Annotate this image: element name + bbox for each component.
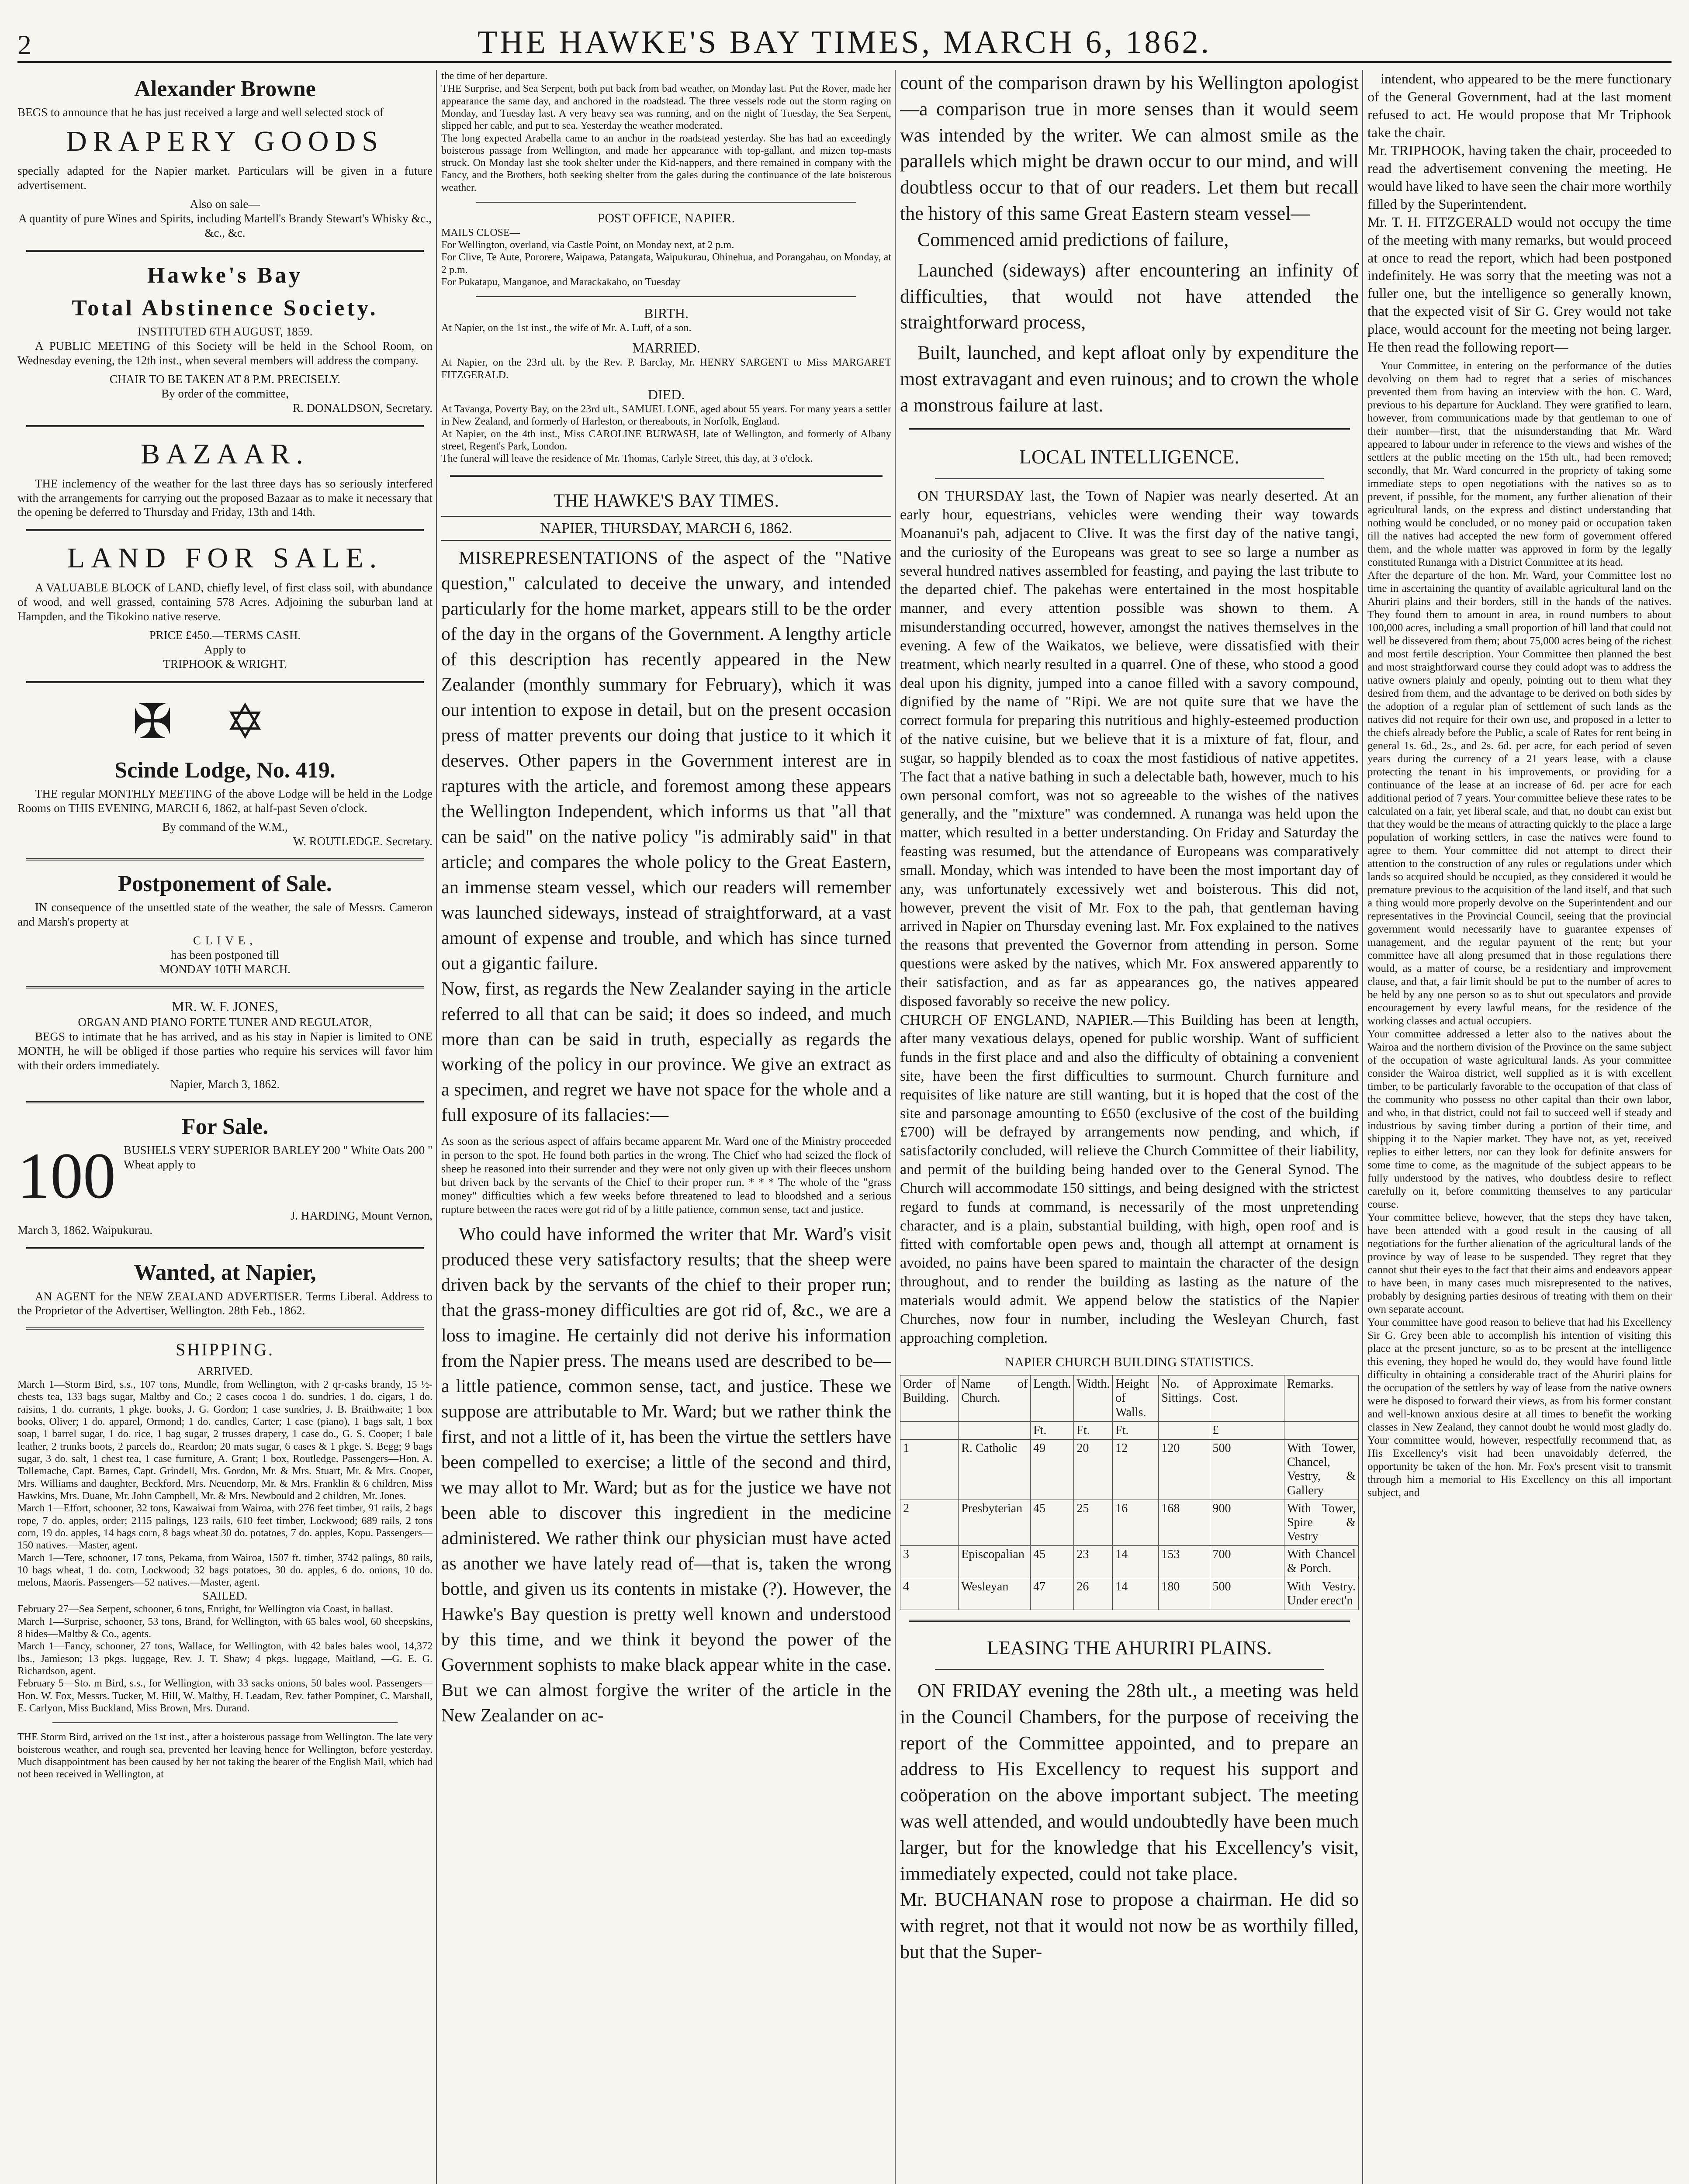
- land-heading: LAND FOR SALE.: [67, 542, 383, 574]
- storm-bird-text: THE Storm Bird, arrived on the 1st inst., after a boisterous passage from Wellington. The late very boisterous weather, and rough sea, prevented her leaving hence for Wellington, before yesterday. Much disappointment has been caused by her not taking the bearer of the English Mail, which had not been received in Wellington, at: [17, 1731, 433, 1780]
- column-1: [17, 70, 433, 2184]
- table-header-row: [900, 1375, 1359, 1422]
- table-cell: 120: [1159, 1439, 1210, 1500]
- table-cell: 25: [1074, 1500, 1113, 1546]
- table-cell: With Tower, Spire & Vestry: [1284, 1500, 1358, 1546]
- table-title: NAPIER CHURCH BUILDING STATISTICS.: [1005, 1355, 1254, 1370]
- postpone-text: IN consequence of the unsettled state of the weather, the sale of Messrs. Cameron and Marsh's property at: [17, 901, 433, 929]
- table-cell: Presbyterian: [959, 1500, 1031, 1546]
- table-unit: [959, 1421, 1031, 1439]
- shipping-heading: SHIPPING.: [175, 1340, 275, 1360]
- signature-donaldson: R. DONALDSON, Secretary.: [293, 401, 433, 415]
- table-row: [900, 1500, 1359, 1546]
- married-text: At Napier, on the 23rd ult. by the Rev. P. Barclay, Mr. HENRY SARGENT to Miss MARGARET FITZGERALD.: [441, 356, 891, 381]
- land-text: A VALUABLE BLOCK of LAND, chiefly level, of first class soil, with abundance of wood, and well grassed, containing 578 Acres. Adjoining the suburban land at Hampden, and the Tikokino native reserve.: [17, 581, 433, 623]
- harding-date: March 3, 1862. Waipukurau.: [17, 1223, 153, 1237]
- order-line: By order of the committee,: [161, 387, 289, 401]
- editorial-continued: count of the comparison drawn by his Wellington apologist—a comparison true in more senses than it would seem was intended by the writer. We can almost smile as the parallels which might be drawn occur to our mind, and will doubtless occur to that of our readers. Let them but recall the history of this same Great Eastern steam vessel—: [900, 72, 1359, 225]
- table-unit: [1284, 1421, 1358, 1439]
- browne-text-2: specially adapted for the Napier market. Particulars will be given in a future advertisement.: [17, 164, 433, 192]
- table-cell: 153: [1159, 1546, 1210, 1578]
- sailed-heading: SAILED.: [202, 1589, 248, 1603]
- arrived-text: March 1—Storm Bird, s.s., 107 tons, Mundle, from Wellington, with 2 qr-casks brandy, 15 ½-chests tea, 133 bags sugar, Maltby and Co.; 2 cases cocoa 1 do. sundries, 1 do. cigars, 1 do. raisins, 1 do. currants, 1 pkge. books, J. G. Gordon; 1 case sundries, J. B. Braithwaite; 1 box books, Oliver; 1 do. apparel, Ormond; 1 do. candles, Carter; 1 case (piano), 1 bags salt, 1 box soap, 1 barrel sugar, 1 do. rice, 1 bag sugar, 2 trusses drapery, 1 case do., G. S. Cooper; 1 bale leather, 2 trunks boots, 2 parcels do., Reardon; 20 mats sugar, 6 cases & 1 pkge. S. Begg; 9 bags sugar, 3 do. salt, 1 chest tea, 1 case furniture, A. Grant; 1 box, Routledge. Passengers—Hon. A. Tollemache, Capt. Barnes, Capt. Grindell, Mrs. Gordon, Mr. & Mrs. Stuart, Mr. & Mrs. Cooper, Mrs. Williams and daughter, Beckford, Mrs. Neuendorp, Mr. & Mrs. Franklin & 6 children, Miss Hawkins, Mrs. Duane, Mr. John Campbell, Mr. & Mrs. Newbould and 2 children, Mr. Jones. March 1—Effort, schooner, 32 tons, Kawaiwai from Wairoa, with 276 feet timber, 91 rails, 2 bags rope, 7 do. apples, order; 2115 palings, 123 rails, 610 feet timber, Lockwood; 689 rails, 2 tons corn, 19 do. apples, 14 bags corn, 8 bags wheat 30 do. potatoes, 7 do. apples, Kopu. Passengers—150 natives.—Master, agent. March 1—Tere, schooner, 17 tons, Pekama, from Wairoa, 1507 ft. timber, 3742 palings, 80 rails, 10 bags wheat, 1 do. corn, Lockwood; 32 bags potatoes, 30 do. apples, 6 do. onions, 10 do. melons, Maoris. Passengers—52 natives.—Master, agent.: [17, 1379, 433, 1589]
- married-heading: MARRIED.: [632, 339, 700, 356]
- forsale-heading: For Sale.: [181, 1114, 269, 1139]
- divider: [26, 529, 424, 531]
- table-unit: Ft.: [1074, 1421, 1113, 1439]
- table-cell: 14: [1113, 1546, 1159, 1578]
- table-cell: 3: [900, 1546, 959, 1578]
- divider: [52, 1722, 398, 1723]
- departure-text: the time of her departure.: [441, 70, 548, 82]
- committee-report-text: Your Committee, in entering on the performance of the duties devolving on them had to regret that a series of mischances prevented them from having an interview with the hon. C. Ward, previous to his departure for Auckland. They were gratified to learn, however, from communications made by that gentleman to one of their number—first, that the misunderstanding that Mr. Ward appeared to labour under in reference to the views and wishes of the settlers at the public meeting on the 15th ult., had been removed; secondly, that Mr. Ward concurred in the propriety of taking some immediate steps to open negotiations with the natives so as to prevent, if possible, for the moment, any further alienation of their agricultural lands, on the express and distinct understanding that nothing would be concluded, or no money paid or occupation taken till the natives had accepted the new form of government offered them, and the whole matter was approved in form by the legally constituted Runanga with a District Committee at its head. After the departure of the hon. Mr. Ward, your Committee lost no time in ascertaining the quantity of available agricultural land on the Ahuriri plains and their borders, still in the hands of the natives. They found them to amount in area, in round numbers to about 100,000 acres, including a small proportion of hill land that could not well be dissevered from them; about 75,000 acres being of the richest and most fertile description. Your Committee then planned the best and most straightforward course they could adopt was to address the native owners plainly and openly, pointing out to them what they desired from them, and the advantage to be derived on both sides by the adoption of a regular plan of settlement of such lands as the natives did not require for their own use, and proposed in a letter to the chiefs already before the Public, a scale of Rates for rent being in general 1s. 6d., 2s., and 2s. 6d. per acre, for each period of seven years during the currency of a 21 years lease, with a clause protecting the tenant in his improvements, or providing for a continuance of the lease at an increase of 6d. per acre for each additional period of 7 years. Your committee believe these rates to be calculated on a fair, yet liberal scale, and that, no doubt can exist but that they would be the means of attracting quickly to the place a large population of working settlers, in case the natives were found to agree to them. Your committee did not attempt to direct their attention to the construction of any rules or regulations under which lands so acquired should be occupied, as they considered it would be premature previous to the acquisition of the land itself, and that such a thing would more properly devolve on the Superintendent and our representatives in the Provincial Council, seeing that the provincial government would necessarily have to guarantee expenses of management, and the regular payment of the rent; but your committee have all along presumed that in those regulations there would, as a matter of course, be a residentiary and improvement clause, and that, a fair limit should be put to the number of acres to be held by any one person so as to shut out speculators and provide encouragement by every lawful means, for the residence of the working classes and actual occupiers. Your committee addressed a letter also to the natives about the Wairoa and the northern division of the Province on the same subject of the occupation of waste agricultural lands. As your committee consider the Wairoa district, well supplied as it is with excellent timber, to be particularly favorable to the occupation of that class of the community who possess no other capital than their own labor, and who, in that district, could not fail to succeed well if steady and industrious by saving timber during a portion of their time, and shipping it to the Napier market. They have not, as yet, received replies to either letters, nor can they look for definite answers for some time to come, as the magnitude of the subject appears to be fully understood by the natives, who doubtless desire to reflect carefully on it, before committing themselves to any particular course. Your committee believe, however, that the steps they have taken, have been attended with a good result in the causing of all negotiations for the further alienation of the agricultural lands of the province by way of lease to be suspended. They regret that they cannot shut their eyes to the fact that their aims and endeavors appear to have been, in many cases much misrepresented to the natives, probably by designing parties desirous of treating with them on their own separate account. Your committee have good reason to believe that had his Excellency Sir G. Grey been able to accomplish his intention of visiting this place at the present juncture, so as to be present at the intelligence this evening, they hoped he would do, they would have found little difficulty in obtaining a considerable tract of the Ahuriri plains for the occupation of the settlers by way of lease from the native owners were he disposed to forward their views, as from his former constant and well-known anxious desire at all times to benefit the working classes in New Zealand, they cannot doubt he would most gladly do. Your committee would, however, respectfully recommend that, as His Excellency's visit had been unavoidably deferred, the opportunity be taken of the hon. Mr. Fox's present visit to transmit through him a memorial to His Excellency on this all important subject, and: [1367, 360, 1672, 1499]
- divider: [26, 858, 424, 860]
- jones-heading: MR. W. F. JONES,: [172, 999, 278, 1015]
- table-unit: [900, 1421, 959, 1439]
- column-4: [1367, 70, 1672, 2184]
- table-header: Order of Building.: [900, 1375, 959, 1422]
- divider: [26, 1327, 424, 1330]
- divider: [935, 478, 1324, 479]
- browne-heading: Alexander Browne: [134, 76, 316, 101]
- table-cell: 47: [1031, 1578, 1074, 1610]
- paper-dateline: NAPIER, THURSDAY, MARCH 6, 1862.: [441, 516, 891, 541]
- table-header: No. of Sittings.: [1159, 1375, 1210, 1422]
- table-cell: With Tower, Chancel, Vestry, & Gallery: [1284, 1439, 1358, 1500]
- column-rule: [895, 70, 896, 2184]
- columns: [17, 70, 1672, 2184]
- table-cell: 700: [1210, 1546, 1284, 1578]
- newspaper-title: THE HAWKE'S BAY TIMES, MARCH 6, 1862.: [477, 24, 1212, 60]
- wines-text: A quantity of pure Wines and Spirits, including Martell's Brandy Stewart's Whisky &c., &c., &c.: [18, 211, 432, 239]
- postpone-till: has been postponed till: [170, 948, 280, 962]
- land-price: PRICE £450.—TERMS CASH.: [149, 628, 301, 642]
- table-header: Name of Church.: [959, 1375, 1031, 1422]
- local-text: ON THURSDAY last, the Town of Napier was nearly deserted. At an early hour, equestrians, vehicles were wending their way towards Moananui's pah, adjacent to Clive. It was the first day of the native tangi, and the curiosity of the Europeans was great to see so large a number as several hundred natives assembled for feasting, and paying the last tribute to the departed chief. The pakehas were entertained in the most hospitable manner, and every attention possible was shown to them. A misunderstanding occurred, however, amongst the natives themselves in the evening. A few of the Waikatos, we believe, were dissatisfied with their treatment, which nearly resulted in a quarrel. One of these, who stood a good deal upon his dignity, jumped into a canoe filled with a savory compound, dignified by the name of "Ripi. We are not quite sure that we have the correct formula for preparing this nutritious and highly-esteemed production of the native cuisine, but we believe that it is a mixture of fat, flour, and sugar, so happily blended as to coax the most fastidious of native appetites. The fact that a native bathing in such a delectable bath, however, much to his own personal comfort, was not so agreeable to the wishes of the natives generally, and the "mixture" was condemned. A runanga was held upon the matter, which resulted in a better understanding. On Friday and Saturday the feasting was resumed, but the attendance of Europeans was comparatively small. Monday, which was intended to have been the most important day of any, was unfortunately excessively wet and boisterous. This did not, however, prevent the visit of Mr. Fox to the pah, that gentleman having arrived in Napier on Thursday evening last. Mr. Fox explained to the natives the reasons that prevented the Governor from attending in person. Some questions were asked by the natives, which Mr. Fox answered apparently to their satisfaction, and as far as appearances go, the natives appeared disposed favorably so receive the new policy. CHURCH OF ENGLAND, NAPIER.—This Building has been at length, after many vexatious delays, opened for public worship. Want of sufficient funds in the first place and and also the difficulty of obtaining a convenient site, have been the first difficulties to surmount. Church furniture and requisites of like nature are still wanting, but it is hoped that the cost of the site and parsonage amounting to £650 (exclusive of the cost of the building £700) will be defrayed by arrangements now pending, and which, if satisfactorily concluded, will relieve the Church Committee of their liability, and permit of the building being handed over to the General Synod. The Church will accommodate 150 sittings, and being designed with the strictest regard to funds at command, is necessarily of the most unpretending character, and is a plain, substantial building, with high, open roof and is fitted with comfortable open pews and, though all attempt at ornament is avoided, no pains have been spared to maintain the character of the design throughout, and to render the building as lasting as the nature of the materials would admit. We append below the statistics of the Napier Churches, now four in number, including the Wesleyan Church, fast approaching completion.: [900, 488, 1359, 1346]
- post-office-text: MAILS CLOSE— For Wellington, overland, via Castle Point, on Monday next, at 2 p.m. For Clive, Te Aute, Pororere, Waipawa, Patangata, Waipukurau, Ohinehua, and Porangahau, on Monday, at 2 p.m. For Pukatapu, Manganoe, and Marackakaho, on Tuesday: [441, 227, 891, 288]
- table-header: Height of Walls.: [1113, 1375, 1159, 1422]
- bazaar-heading: BAZAAR.: [141, 438, 309, 470]
- forsale-block: [17, 1143, 433, 1209]
- table-cell: 1: [900, 1439, 959, 1500]
- table-header: Width.: [1074, 1375, 1113, 1422]
- society-heading-1: Hawke's Bay: [147, 263, 303, 288]
- table-cell: 26: [1074, 1578, 1113, 1610]
- died-heading: DIED.: [647, 387, 685, 403]
- wanted-heading: Wanted, at Napier,: [134, 1260, 316, 1286]
- table-cell: Episcopalian: [959, 1546, 1031, 1578]
- masonic-emblem-icon: ✠✡: [132, 695, 318, 749]
- table-cell: 2: [900, 1500, 959, 1546]
- table-cell: 500: [1210, 1439, 1284, 1500]
- divider: [476, 296, 856, 297]
- bazaar-text: THE inclemency of the weather for the last three days has so seriously interfered with the arrangements for carrying out the proposed Bazaar as to make it necessary that the opening be deferred to Thursday and Friday, 13th and 14th.: [17, 477, 433, 519]
- table-cell: 20: [1074, 1439, 1113, 1500]
- table-cell: 49: [1031, 1439, 1074, 1500]
- society-heading-2: Total Abstinence Society.: [72, 296, 378, 321]
- table-cell: With Chancel & Porch.: [1284, 1546, 1358, 1578]
- instituted-line: INSTITUTED 6TH AUGUST, 1859.: [137, 325, 313, 339]
- drapery-heading: DRAPERY GOODS: [66, 125, 384, 158]
- harding-line: J. HARDING, Mount Vernon,: [290, 1209, 433, 1223]
- ahuriri-text: ON FRIDAY evening the 28th ult., a meeting was held in the Council Chambers, for the purpose of receiving the report of the Committee appointed, and to prepare an address to His Excellency to request his support and coöperation on the above important subject. The meeting was well attended, and would undoubtedly have been much larger, but for the knowledge that his Excellency's visit, immediately expected, could not take place. Mr. BUCHANAN rose to propose a chairman. He did so with regret, not that it would not now be as worthily filled, but that the Super-: [900, 1679, 1359, 1963]
- column-rule: [1362, 70, 1363, 2184]
- divider: [476, 202, 856, 203]
- table-cell: 180: [1159, 1578, 1210, 1610]
- table-row: [900, 1578, 1359, 1610]
- table-cell: 23: [1074, 1546, 1113, 1578]
- wanted-text: AN AGENT for the NEW ZEALAND ADVERTISER. Terms Liberal. Address to the Proprietor of the Advertiser, Wellington. 28th Feb., 1862.: [17, 1289, 433, 1317]
- masthead: [17, 9, 1672, 63]
- page-number: 2: [17, 29, 31, 60]
- jones-subheading: ORGAN AND PIANO FORTE TUNER AND REGULATOR,: [78, 1016, 372, 1029]
- birth-heading: BIRTH.: [644, 305, 689, 321]
- lodge-command: By command of the W.M.,: [162, 820, 288, 834]
- table-units-row: [900, 1421, 1359, 1439]
- divider: [26, 681, 424, 683]
- table-cell: 168: [1159, 1500, 1210, 1546]
- table-cell: 900: [1210, 1500, 1284, 1546]
- divider: [935, 1669, 1324, 1670]
- table-cell: 12: [1113, 1439, 1159, 1500]
- divider: [26, 425, 424, 427]
- table-unit: Ft.: [1113, 1421, 1159, 1439]
- divider: [909, 1620, 1350, 1622]
- apply-line: Apply to: [204, 643, 246, 656]
- divider: [26, 986, 424, 988]
- editorial-text-2: Who could have informed the writer that Mr. Ward's visit produced these very satisfactory results; that the sheep were driven back by the servants of the chief to their proper run; that the grass-money difficulties are got rid of, &c., we are a loss to imagine. He certainly did not derive his information from the Napier press. The means used are described to be—a little patience, common sense, tact, and justice. These we suppose are attributable to Mr. Ward; but we rather think the first, and not a little of it, has been the virtue the settlers have been compelled to exercise; a little of the second and third, we may allot to Mr. Ward; but as for the justice we have not been able to discover this ingredient in the medicine administered. We rather think our physician must have acted as another we have lately read of—that is, taken the wrong bottle, and given us its contents in mistake (?). However, the Hawke's Bay question is pretty well known and understood by this time, and we think it beyond the power of the Government sophists to make black appear white in the case. But we can almost forgive the writer of the article in the New Zealander on ac-: [441, 1224, 891, 1726]
- column-3: [900, 70, 1359, 2184]
- table-header: Length.: [1031, 1375, 1074, 1422]
- column-rule: [436, 70, 437, 2184]
- sailed-text: February 27—Sea Serpent, schooner, 6 tons, Enright, for Wellington via Coast, in ballast. March 1—Surprise, schooner, 53 tons, Brand, for Wellington, with 65 bales wool, 60 sheepskins, 8 hides—Maltby & Co., agents. March 1—Fancy, schooner, 27 tons, Wallace, for Wellington, with 42 bales bales wool, 14,372 lbs., Jamieson; 13 pkgs. luggage, Rev. J. T. Shaw; 4 pkgs. luggage, Maitland, —G. E. G. Richardson, agent. February 5—Sto. m Bird, s.s., for Wellington, with 33 sacks onions, 50 bales wool. Passengers—Hon. W. Fox, Messrs. Tucker, M. Hill, W. Maltby, H. Leadam, Rev. father Pompinet, C. Marshall, E. Carlyon, Miss Buckland, Miss Brown, Mrs. Durand.: [17, 1603, 433, 1714]
- big-100: 100: [17, 1143, 116, 1209]
- browne-text: BEGS to announce that he has just received a large and well selected stock of: [17, 106, 384, 119]
- also-on-sale: Also on sale—: [190, 197, 260, 211]
- editorial-text: MISREPRESENTATIONS of the aspect of the "Native question," calculated to deceive the unwary, and intended particularly for the home market, appears still to be the order of the day in the organs of the Government. A lengthy article of this description has recently appeared in the New Zealander (monthly summary for February), which it was our intention to expose in detail, but on the present occasion press of matter prevents our doing that justice to it which it deserves. Other papers in the Government interest are in raptures with the article, and foremost among these appears the Wellington Independent, which informs us that "all that can be said" on the native policy "is admirably said" in that article; and compares the whole policy to the Great Eastern, an immense steam vessel, which our readers will remember was launched sideways, instead of straightforward, at a vast amount of expense and trouble, and which has since turned out a gigantic failure. Now, first, as regards the New Zealander saying in the article referred to all that can be said; it does so indeed, and much more than can be said in truth, especially as regards the working of the policy in our province. We give an extract as a specimen, and regret we have not space for the whole and a full exposure of its fallacies:—: [441, 548, 891, 1126]
- table-header: Remarks.: [1284, 1375, 1358, 1422]
- weather-text: THE Surprise, and Sea Serpent, both put back from bad weather, on Monday last. Put the Rover, made her appearance the same day, and anchored in the roadstead. The three vessels rode out the storm raging on Monday, and Tuesday last. A very heavy sea was running, and on the night of Tuesday, the Sea Serpent, slipped her cable, and put to sea. Yesterday the weather moderated. The long expected Arabella came to an anchor in the roadstead yesterday. She has had an exceedingly boisterous passage from Wellington, and made her appearance with top-gallant, and mizen top-masts struck. On Monday last she took shelter under the Kid-nappers, and there remained in company with the Fancy, and the Brothers, both seeking shelter from the gales during the continuance of the late boisterous weather.: [441, 83, 891, 194]
- birth-text: At Napier, on the 1st inst., the wife of Mr. A. Luff, of a son.: [441, 322, 692, 334]
- clive-line: CLIVE,: [193, 934, 257, 947]
- table-cell: 16: [1113, 1500, 1159, 1546]
- table-cell: 500: [1210, 1578, 1284, 1610]
- verse-2: Launched (sideways) after encountering an infinity of difficulties, that would not have attended the straightforward process,: [900, 259, 1359, 333]
- divider: [909, 428, 1350, 430]
- triphook-line: TRIPHOOK & WRIGHT.: [163, 657, 287, 670]
- jones-text: BEGS to intimate that he has arrived, and as his stay in Napier is limited to ONE MONTH, he will be obliged if those parties who require his services will favor him with their orders immediately.: [17, 1030, 433, 1072]
- table-unit: [1159, 1421, 1210, 1439]
- verse-3: Built, launched, and kept afloat only by expenditure the most extravagant and even ruinous; and to crown the whole a monstrous failure at last.: [900, 342, 1359, 416]
- lodge-text: THE regular MONTHLY MEETING of the above Lodge will be held in the Lodge Rooms on THIS EVENING, MARCH 6, 1862, at half-past Seven o'clock.: [17, 787, 433, 815]
- table-row: [900, 1439, 1359, 1500]
- local-heading: LOCAL INTELLIGENCE.: [1019, 445, 1240, 468]
- signature-routledge: W. ROUTLEDGE. Secretary.: [293, 834, 433, 848]
- post-office-heading: POST OFFICE, NAPIER.: [597, 211, 735, 226]
- verse-1: Commenced amid predictions of failure,: [917, 228, 1229, 250]
- table-cell: R. Catholic: [959, 1439, 1031, 1500]
- table-row: [900, 1546, 1359, 1578]
- paper-heading: THE HAWKE'S BAY TIMES.: [554, 491, 779, 511]
- forsale-text: BUSHELS VERY SUPERIOR BARLEY 200 " White Oats 200 " Wheat apply to: [124, 1144, 433, 1171]
- society-text: A PUBLIC MEETING of this Society will be held in the School Room, on Wednesday evening, the 12th inst., when several members will address the company.: [17, 339, 433, 367]
- lodge-heading: Scinde Lodge, No. 419.: [114, 757, 336, 783]
- table-cell: Wesleyan: [959, 1578, 1031, 1610]
- table-unit: Ft.: [1031, 1421, 1074, 1439]
- table-unit: £: [1210, 1421, 1284, 1439]
- table-cell: 45: [1031, 1500, 1074, 1546]
- divider: [26, 1101, 424, 1103]
- died-text: At Tavanga, Poverty Bay, on the 23rd ult., SAMUEL LONE, aged about 55 years. For many years a settler in New Zealand, and formerly of Harleston, or thereabouts, in Norfolk, England. At Napier, on the 4th inst., Miss CAROLINE BURWASH, late of Wellington, and formerly of Albany street, Regent's Park, London. The funeral will leave the residence of Mr. Thomas, Carlyle Street, this day, at 3 o'clock.: [441, 404, 891, 465]
- meeting-text: intendent, who appeared to be the mere functionary of the General Government, had at the last moment refused to act. He would propose that Mr Triphook take the chair. Mr. TRIPHOOK, having taken the chair, proceeded to read the advertisement convening the meeting. He would have liked to have seen the chair more worthily filled by the Superintendent. Mr. T. H. FITZGERALD would not occupy the time of the meeting with many remarks, but would proceed at once to read the report, which had been postponed indefinitely. He was sorry that the meeting was not a fuller one, but the intelligence so generally known, that the expected visit of Sir G. Grey would not take place, would account for the meeting not being larger. He then read the following report—: [1367, 71, 1672, 355]
- divider: [26, 250, 424, 252]
- column-2: [441, 70, 891, 2184]
- table-header: Approximate Cost.: [1210, 1375, 1284, 1422]
- postpone-heading: Postponement of Sale.: [118, 871, 332, 896]
- ahuriri-heading: LEASING THE AHURIRI PLAINS.: [987, 1637, 1272, 1659]
- extract-text: As soon as the serious aspect of affairs became apparent Mr. Ward one of the Ministry proceeded in person to the spot. He found both parties in the wrong. The Chief who had seized the flock of sheep he reasoned into their surrender and they were not only given up with their fleeces unshorn but driven back by the servants of the Chief to their proper run. * * * The whole of the "grass money" difficulties which a few weeks before threatened to lead to bloodshed and a serious rupture between the races were got rid of by a little patience, common sense, tact and justice.: [441, 1135, 891, 1216]
- chair-line: CHAIR TO BE TAKEN AT 8 P.M. PRECISELY.: [109, 373, 341, 386]
- monday-line: MONDAY 10TH MARCH.: [159, 963, 291, 976]
- divider: [26, 1247, 424, 1249]
- table-cell: With Vestry. Under erect'n: [1284, 1578, 1358, 1610]
- church-statistics-table: [900, 1375, 1359, 1610]
- arrived-heading: ARRIVED.: [197, 1365, 253, 1378]
- jones-date: Napier, March 3, 1862.: [170, 1077, 280, 1091]
- table-cell: 4: [900, 1578, 959, 1610]
- table-cell: 14: [1113, 1578, 1159, 1610]
- table-cell: 45: [1031, 1546, 1074, 1578]
- divider: [450, 475, 883, 477]
